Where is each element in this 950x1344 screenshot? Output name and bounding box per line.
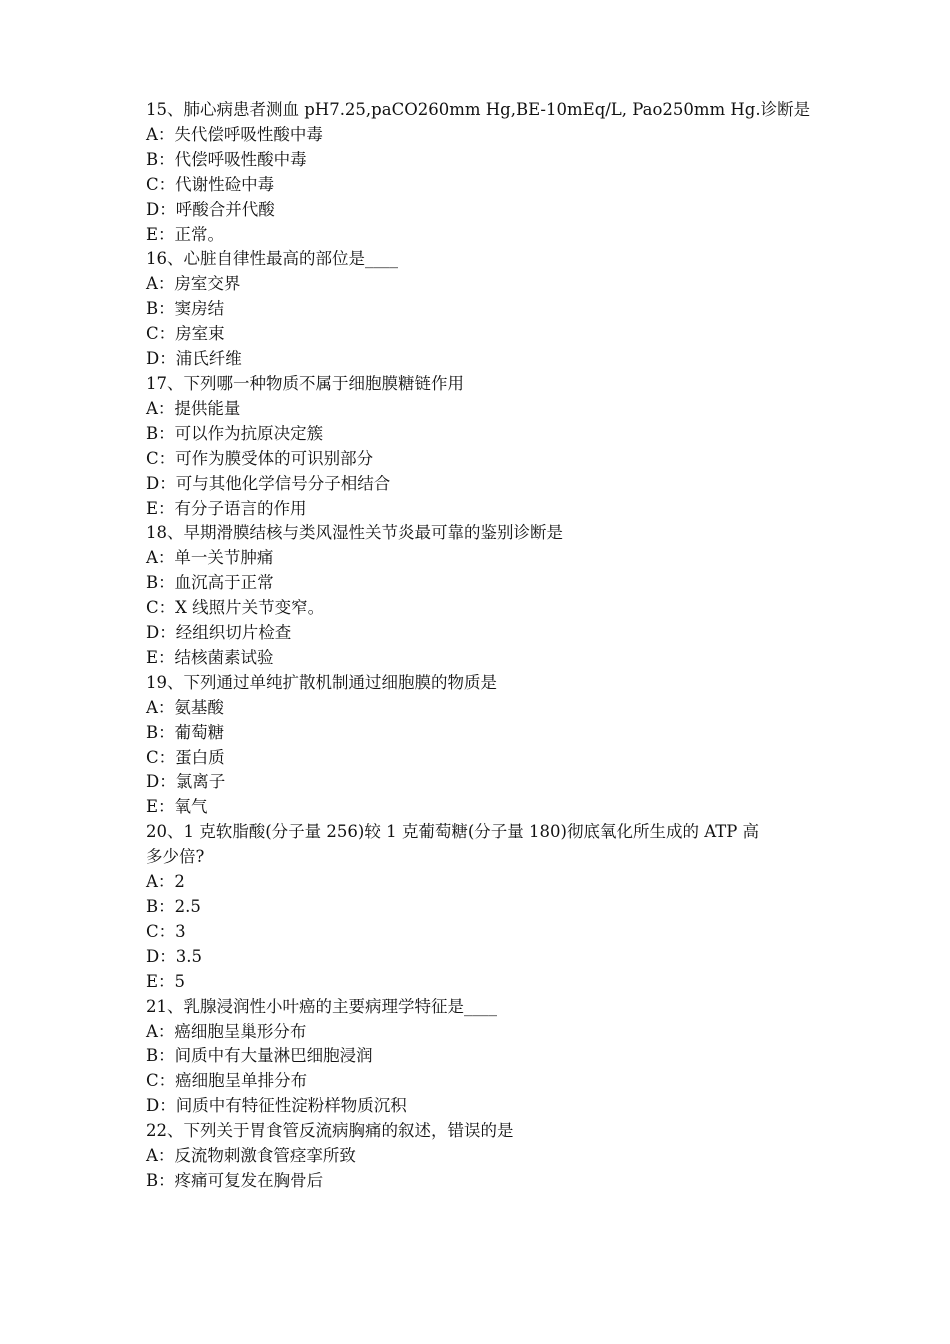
answer-option: B：葡萄糖 [146,722,225,742]
answer-option: C：代谢性硷中毒 [146,174,275,194]
answer-option: A：反流物刺激食管痉挛所致 [146,1146,356,1166]
answer-option: D：间质中有特征性淀粉样物质沉积 [146,1096,407,1116]
answer-option: C：X 线照片关节变窄。 [146,598,325,618]
answer-option: D：氯离子 [146,772,226,792]
answer-option: C：3 [146,921,186,941]
answer-option: C：可作为膜受体的可识别部分 [146,448,374,468]
question-stem: 17、下列哪一种物质不属于细胞膜糖链作用 [146,373,464,393]
answer-option: B：2.5 [146,897,201,916]
answer-option: B：窦房结 [146,299,225,319]
answer-option: D：3.5 [146,946,202,966]
answer-option: E：有分子语言的作用 [146,498,307,518]
answer-option: D：可与其他化学信号分子相结合 [146,473,391,493]
question-stem: 21、乳腺浸润性小叶癌的主要病理学特征是____ [146,996,497,1016]
answer-option: C：房室束 [146,324,225,344]
answer-option: A：提供能量 [146,398,241,418]
answer-option: E：结核菌素试验 [146,647,274,667]
answer-option: A：房室交界 [146,274,241,294]
document-body [146,98,816,1194]
answer-option: D：经组织切片检查 [146,623,292,643]
text-line: 多少倍? [146,847,205,867]
question-stem: 19、下列通过单纯扩散机制通过细胞膜的物质是 [146,672,497,692]
answer-option: D：呼酸合并代酸 [146,199,275,219]
answer-option: A：2 [146,872,185,892]
answer-option: A：癌细胞呈巢形分布 [146,1021,307,1041]
answer-option: B：间质中有大量淋巴细胞浸润 [146,1046,373,1066]
question-stem: 18、早期滑膜结核与类风湿性关节炎最可靠的鉴别诊断是 [146,523,563,543]
question-stem: 16、心脏自律性最高的部位是____ [146,249,398,269]
answer-option: C：蛋白质 [146,747,225,767]
answer-option: E：5 [146,971,186,991]
answer-option: E：氧气 [146,797,208,817]
answer-option: B：疼痛可复发在胸骨后 [146,1170,324,1190]
answer-option: A：单一关节肿痛 [146,548,274,568]
answer-option: B：可以作为抗原决定簇 [146,423,324,443]
answer-option: E：正常。 [146,224,225,244]
question-stem: 20、1 克软脂酸(分子量 256)较 1 克葡萄糖(分子量 180)彻底氧化所生成的 ATP 高 [146,822,760,842]
answer-option: A：氨基酸 [146,697,224,717]
question-stem: 22、下列关于胃食管反流病胸痛的叙述，错误的是 [146,1121,514,1141]
question-stem: 15、肺心病患者测血 pH7.25,paCO260mm Hg,BE-10mEq/L, Pao250mm Hg.诊断是 [146,100,811,119]
answer-option: B：血沉高于正常 [146,573,274,593]
answer-option: C：癌细胞呈单排分布 [146,1071,308,1091]
answer-option: D：浦氏纤维 [146,349,242,369]
answer-option: A：失代偿呼吸性酸中毒 [146,124,323,144]
answer-option: B：代偿呼吸性酸中毒 [146,149,307,169]
